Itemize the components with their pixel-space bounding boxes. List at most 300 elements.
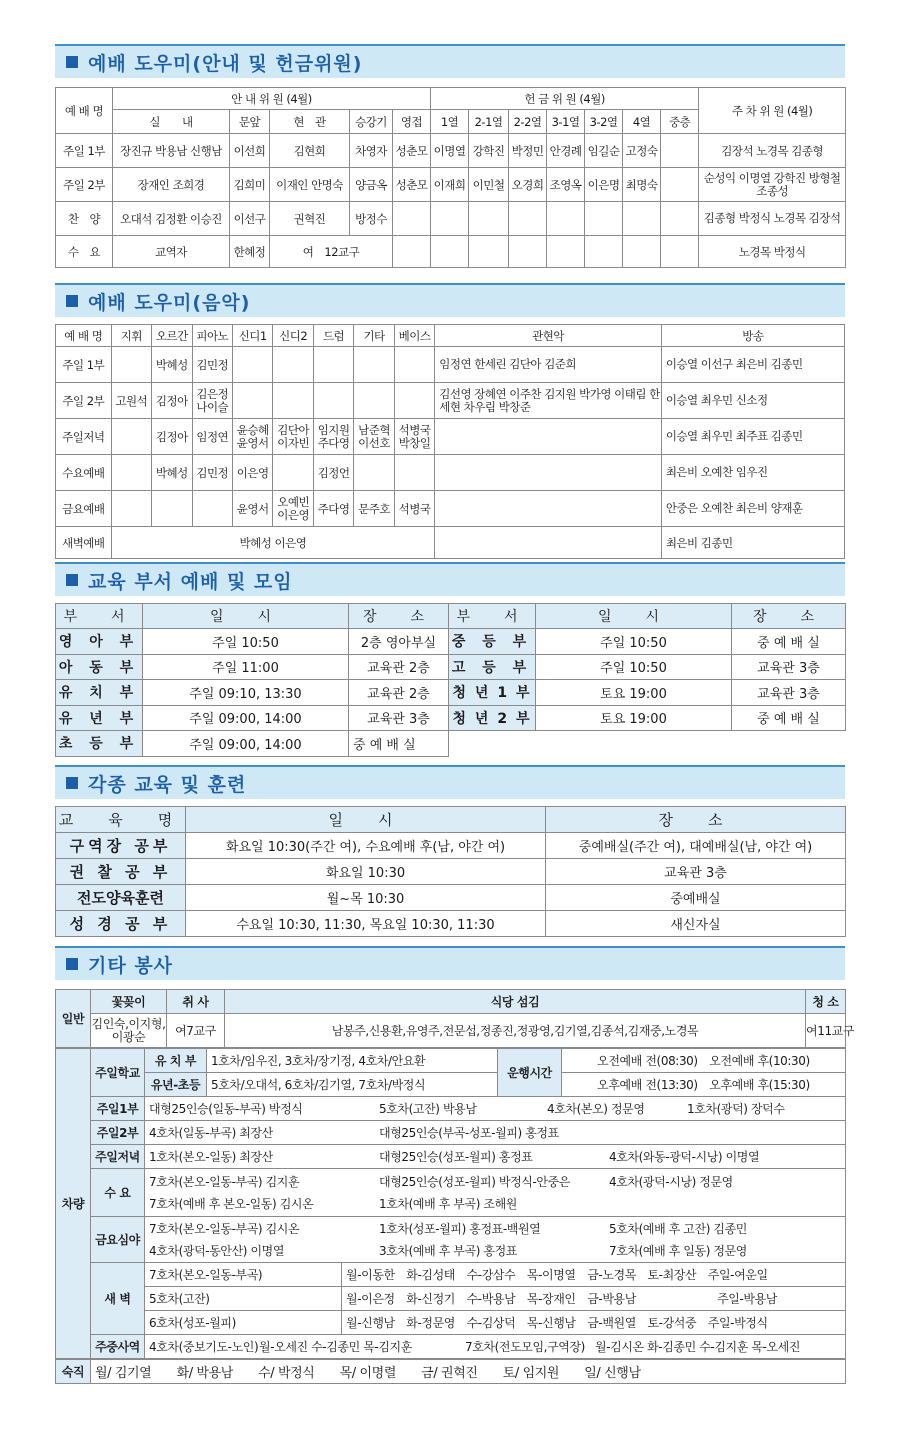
table-header-row — [56, 990, 846, 1014]
table-cell: 주일 09:10, 13:30 — [143, 680, 349, 706]
empty-cell — [449, 731, 536, 757]
table-cell: 임정연 한세린 김단아 김준희 — [435, 347, 662, 383]
table-cell: 새신자실 — [546, 911, 846, 937]
dept-label: 유 치 부 — [56, 680, 143, 706]
header-cell: 현 관 — [270, 110, 350, 134]
table-row — [56, 1014, 846, 1048]
dept-label: 아 동 부 — [56, 654, 143, 680]
table-cell: 중 예 배 실 — [732, 629, 846, 655]
table-cell: 이명열 — [431, 134, 469, 168]
header-cell: 헌 금 위 원 (4월) — [431, 88, 699, 110]
table-cell: 문주호 — [354, 491, 394, 527]
table-cell: 5호차(고잔) — [145, 1287, 342, 1311]
table-cell — [273, 347, 313, 383]
table-cell: 고원석 — [111, 383, 151, 419]
vehicle-entry: 4호차(일동-부곡) 최장산 — [149, 1126, 273, 1140]
table-cell: 순성익 이명열 강학진 방형철 조종성 — [699, 168, 846, 202]
table-cell — [111, 455, 151, 491]
header-cell: 안 내 위 원 (4월) — [113, 88, 431, 110]
table-cell: 남봉주,신용환,유영주,전문섭,정종진,정광영,김기열,김종석,김재중,노경목 — [225, 1014, 806, 1048]
table-cell — [431, 236, 469, 268]
row-label: 수 요 — [91, 1169, 145, 1217]
header-cell: 2-2열 — [509, 110, 547, 134]
table-cell: 교육관 3층 — [546, 859, 846, 885]
table-cell: 이선구 — [230, 202, 270, 236]
table-row — [56, 731, 846, 757]
education-dept-table — [55, 603, 846, 757]
table-cell: 월-신행남 화-정문영 수-김상덕 목-신행남 금-백원열 토-강석중 주일-박정식 — [342, 1311, 846, 1335]
table-cell — [547, 202, 585, 236]
table-cell — [354, 455, 394, 491]
header-cell: 장 소 — [546, 807, 846, 833]
row-label: 주일 1부 — [56, 134, 113, 168]
header-cell: 청 소 — [806, 990, 846, 1014]
table-cell: 6호차(성포-월피) — [145, 1311, 342, 1335]
table-cell — [435, 419, 662, 455]
table-cell: 박혜성 — [152, 455, 192, 491]
table-cell: 교육관 3층 — [732, 680, 846, 706]
table-cell: 1호차/임우진, 3호차/장기정, 4호차/안요환 — [207, 1049, 498, 1073]
row-label: 새벽예배 — [56, 527, 112, 559]
table-cell: 2층 영아부실 — [349, 629, 449, 655]
table-row — [56, 236, 846, 268]
vehicle-entry: 5호차(고잔) 박용남 — [379, 1102, 477, 1116]
vehicle-entry: 4호차(본오) 정문영 — [547, 1102, 645, 1116]
table-row — [56, 202, 846, 236]
table-cell: 안중은 오예찬 최은비 양재훈 — [661, 491, 844, 527]
table-cell — [431, 202, 469, 236]
section-title: 각종 교육 및 훈련 — [88, 773, 247, 796]
table-cell — [192, 491, 232, 527]
vehicle-entry: 7호차(전도모임,구역장) — [465, 1340, 585, 1354]
header-cell: 지휘 — [111, 325, 151, 347]
table-cell: 중예배실(주간 여), 대예배실(남, 야간 여) — [546, 833, 846, 859]
table-cell — [313, 383, 353, 419]
table-cell: 주일 11:00 — [143, 654, 349, 680]
row-label: 금요심야 — [91, 1217, 145, 1263]
table-cell: 주일 10:50 — [143, 629, 349, 655]
header-cell: 신디2 — [273, 325, 313, 347]
table-cell: 이승열 최우민 신소정 — [661, 383, 844, 419]
header-cell: 피아노 — [192, 325, 232, 347]
empty-cell — [536, 731, 732, 757]
section-title: 교육 부서 예배 및 모임 — [88, 570, 293, 593]
table-row — [56, 168, 846, 202]
table-cell — [469, 202, 509, 236]
table-cell — [623, 202, 661, 236]
table-cell: 양금옥 — [350, 168, 393, 202]
header-cell: 부 서 — [56, 604, 143, 629]
table-row — [56, 419, 845, 455]
table-cell: 이승열 최우민 최주표 김종민 — [661, 419, 844, 455]
table-cell: 장재인 조희경 — [113, 168, 230, 202]
table-cell: 오경희 — [509, 168, 547, 202]
table-cell: 7호차(본오-일동-부곡) — [145, 1263, 342, 1287]
table-cell: 임정연 — [192, 419, 232, 455]
table-cell: 박혜성 — [152, 347, 192, 383]
header-cell: 취 사 — [167, 990, 225, 1014]
row-label: 숙직 — [56, 1360, 91, 1384]
table-cell: 강학진 — [469, 134, 509, 168]
table-cell: 이은명 — [585, 168, 623, 202]
section-title: 예배 도우미(안내 및 헌금위원) — [88, 52, 363, 75]
table-cell: 성춘모 — [393, 168, 431, 202]
table-cell: 5호차/오대석, 6호차/김기열, 7호차/박정식 — [207, 1073, 498, 1097]
table-cell: 오예빈 이은영 — [273, 491, 313, 527]
table-cell: 최은비 김종민 — [661, 527, 844, 559]
table-row — [56, 527, 845, 559]
general-service-table — [55, 989, 855, 1048]
table-row — [56, 1169, 846, 1217]
table-cell — [152, 491, 192, 527]
table-cell: 월-이은정 화-신정기 수-박용남 목-장재인 금-박용남 주일-박용남 — [342, 1287, 846, 1311]
square-bullet-icon — [66, 295, 78, 307]
table-cell — [509, 236, 547, 268]
header-cell: 관현악 — [435, 325, 662, 347]
table-cell — [354, 347, 394, 383]
table-cell — [435, 527, 662, 559]
table-cell: 차영자 — [350, 134, 393, 168]
table-cell: 이재희 — [431, 168, 469, 202]
row-label: 찬 양 — [56, 202, 113, 236]
vehicle-entry: 7호차(예배 후 본오-일동) 김시온 — [149, 1196, 314, 1211]
dept-label: 청 년 1 부 — [449, 680, 536, 706]
table-cell: 김장석 노경목 김종형 — [699, 134, 846, 168]
table-cell: 김현희 — [270, 134, 350, 168]
table-cell: 박정민 — [509, 134, 547, 168]
table-row — [56, 911, 846, 937]
table-row — [56, 1097, 846, 1121]
dept-label: 중 등 부 — [449, 629, 536, 655]
vehicle-entry: 4호차(광덕-시낭) 정문영 — [609, 1174, 733, 1189]
table-cell: 오전예배 전(08:30) 오전예배 후(10:30) — [562, 1049, 846, 1073]
table-cell: 여 12교구 — [270, 236, 393, 268]
row-label: 주일 2부 — [56, 168, 113, 202]
header-cell: 베이스 — [394, 325, 434, 347]
row-label: 주일학교 — [91, 1049, 145, 1097]
table-cell: 교육관 3층 — [349, 705, 449, 731]
table-cell: 고정숙 — [623, 134, 661, 168]
square-bullet-icon — [66, 574, 78, 586]
square-bullet-icon — [66, 777, 78, 789]
table-cell — [313, 347, 353, 383]
table-cell: 교육관 2층 — [349, 654, 449, 680]
vehicle-entry: 5호차(예배 후 고잔) 김종민 — [609, 1221, 747, 1236]
night-duty-table — [55, 1359, 846, 1384]
vehicle-label: 차량 — [56, 1049, 91, 1359]
table-cell: 윤영서 — [232, 491, 272, 527]
table-cell: 성춘모 — [393, 134, 431, 168]
header-cell: 2-1열 — [469, 110, 509, 134]
table-cell: 김정아 — [152, 419, 192, 455]
table-row — [56, 347, 845, 383]
table-cell: 박혜성 이은영 — [111, 527, 435, 559]
section-header — [55, 946, 845, 980]
training-table — [55, 806, 846, 937]
table-cell — [623, 236, 661, 268]
table-cell: 이민철 — [469, 168, 509, 202]
header-cell: 영접 — [393, 110, 431, 134]
header-cell: 예 배 명 — [56, 325, 112, 347]
table-cell: 윤승혜 윤영서 — [232, 419, 272, 455]
row-label: 금요예배 — [56, 491, 112, 527]
header-cell: 일 시 — [143, 604, 349, 629]
row-label: 주일저녁 — [56, 419, 112, 455]
dept-label: 청 년 2 부 — [449, 705, 536, 731]
vehicle-entry: 1호차(성포-월피) 홍정표-백원열 — [379, 1221, 541, 1236]
table-cell: 석병국 박창일 — [394, 419, 434, 455]
header-cell: 실 내 — [113, 110, 230, 134]
table-cell — [145, 1169, 846, 1217]
table-cell: 한혜정 — [230, 236, 270, 268]
table-cell: 교육관 3층 — [732, 654, 846, 680]
table-row — [56, 1121, 846, 1145]
table-cell: 안경례 — [547, 134, 585, 168]
table-row — [56, 1073, 846, 1097]
table-row — [56, 833, 846, 859]
table-cell: 김단아 이자빈 — [273, 419, 313, 455]
table-cell: 김정언 — [313, 455, 353, 491]
table-row — [56, 885, 846, 911]
vehicle-entry: 1호차(본오-일동) 최장산 — [149, 1150, 273, 1164]
row-label: 수 요 — [56, 236, 113, 268]
table-cell: 이재인 안명숙 — [270, 168, 350, 202]
table-cell: 중예배실 — [546, 885, 846, 911]
vehicle-entry: 월-오세진 수-김종민 목-김지훈 — [259, 1340, 412, 1354]
section-music — [55, 283, 845, 559]
table-cell — [145, 1145, 846, 1169]
table-cell: 여11교구 — [806, 1014, 846, 1048]
section-education-dept — [55, 562, 845, 757]
table-cell: 중 예 배 실 — [732, 705, 846, 731]
table-cell — [145, 1121, 846, 1145]
vehicle-entry: 1호차(예배 후 부곡) 조해원 — [379, 1196, 517, 1211]
table-cell — [145, 1335, 846, 1359]
table-cell: 화요일 10:30(주간 여), 수요예배 후(남, 야간 여) — [186, 833, 546, 859]
table-cell: 최은비 오예찬 임우진 — [661, 455, 844, 491]
table-cell: 김민정 — [192, 347, 232, 383]
table-cell — [232, 347, 272, 383]
vehicle-entry: 월-김시온 화-김종민 수-김지훈 목-오세진 — [595, 1340, 801, 1354]
row-label: 주일1부 — [91, 1097, 145, 1121]
empty-cell — [732, 731, 846, 757]
row-label: 주일2부 — [91, 1121, 145, 1145]
table-cell: 김선영 장혜연 이주찬 김지원 박가영 이태림 한세현 차우림 박창준 — [435, 383, 662, 419]
row-label: 유 치 부 — [145, 1049, 207, 1073]
table-cell — [111, 347, 151, 383]
table-cell: 주일 09:00, 14:00 — [143, 731, 349, 757]
vehicle-entry: 4호차(와동-광덕-시낭) 이명열 — [609, 1150, 760, 1164]
table-cell — [394, 347, 434, 383]
section-other-service — [55, 946, 855, 1384]
table-row — [56, 680, 846, 706]
header-cell: 문앞 — [230, 110, 270, 134]
table-row — [56, 1287, 846, 1311]
training-label: 성 경 공 부 — [56, 911, 186, 937]
table-cell — [273, 455, 313, 491]
vehicle-entry: 1호차(광덕) 장덕수 — [687, 1102, 785, 1116]
vehicle-entry: 4호차(광덕-동안산) 이명열 — [149, 1243, 285, 1258]
table-cell: 이은영 — [232, 455, 272, 491]
row-label: 주일 1부 — [56, 347, 112, 383]
table-row — [56, 705, 846, 731]
table-row — [56, 654, 846, 680]
music-table — [55, 324, 845, 559]
table-header-row — [56, 325, 845, 347]
vehicle-entry: 대형25인승(성포-월피) 박정식-안중은 — [379, 1174, 570, 1189]
row-label: 수요예배 — [56, 455, 112, 491]
table-cell — [232, 383, 272, 419]
table-cell: 월/ 김기열 화/ 박용남 수/ 박정식 목/ 이명렬 금/ 권혁진 토/ 임지원 일/ 신행남 — [91, 1360, 846, 1384]
section-header — [55, 283, 845, 317]
table-cell: 김은정 나이슬 — [192, 383, 232, 419]
table-row — [56, 1311, 846, 1335]
section-training — [55, 765, 845, 937]
header-cell: 4열 — [623, 110, 661, 134]
table-cell — [145, 1097, 846, 1121]
table-cell — [509, 202, 547, 236]
table-row — [56, 134, 846, 168]
table-cell — [393, 236, 431, 268]
table-cell: 석병국 — [394, 491, 434, 527]
table-cell: 조영옥 — [547, 168, 585, 202]
section-header — [55, 44, 845, 78]
table-row — [56, 455, 845, 491]
table-row — [56, 1145, 846, 1169]
header-cell: 꽃꽂이 — [91, 990, 167, 1014]
table-cell: 김종형 박정식 노경목 김장석 — [699, 202, 846, 236]
table-cell — [585, 236, 623, 268]
table-cell: 최명숙 — [623, 168, 661, 202]
header-cell: 신디1 — [232, 325, 272, 347]
header-cell: 1열 — [431, 110, 469, 134]
table-cell: 여7교구 — [167, 1014, 225, 1048]
vehicle-entry: 7호차(예배 후 일동) 정문영 — [609, 1243, 747, 1258]
section-header — [55, 562, 845, 596]
table-cell — [661, 236, 699, 268]
row-label: 주일 2부 — [56, 383, 112, 419]
table-cell: 주일 09:00, 14:00 — [143, 705, 349, 731]
table-row — [56, 629, 846, 655]
table-cell: 주일 10:50 — [536, 629, 732, 655]
vehicle-entry: 7호차(본오-일동-부곡) 김지훈 — [149, 1174, 300, 1189]
table-cell — [661, 168, 699, 202]
vehicle-entry: 대형25인승(일동-부곡) 박정식 — [149, 1102, 303, 1116]
table-cell: 교육관 2층 — [349, 680, 449, 706]
table-cell: 오후예배 전(13:30) 오후예배 후(15:30) — [562, 1073, 846, 1097]
table-cell — [435, 491, 662, 527]
header-cell: 승강기 — [350, 110, 393, 134]
table-cell — [661, 134, 699, 168]
header-cell: 예 배 명 — [56, 88, 113, 134]
header-cell: 교 육 명 — [56, 807, 186, 833]
table-cell — [661, 202, 699, 236]
table-cell: 교역자 — [113, 236, 230, 268]
square-bullet-icon — [66, 958, 78, 970]
training-label: 전도양육훈련 — [56, 885, 186, 911]
vehicle-entry: 대형25인승(부곡-성포-월피) 홍정표 — [379, 1126, 559, 1140]
dept-label: 유 년 부 — [56, 705, 143, 731]
table-cell: 오대석 김정환 이승진 — [113, 202, 230, 236]
table-cell — [145, 1217, 846, 1263]
table-cell: 김민정 — [192, 455, 232, 491]
table-cell — [393, 202, 431, 236]
table-cell — [111, 419, 151, 455]
section-header — [55, 765, 845, 799]
header-cell: 주 차 위 원 (4월) — [699, 88, 846, 134]
header-cell: 일 시 — [186, 807, 546, 833]
table-cell: 장진규 박용남 신행남 — [113, 134, 230, 168]
header-cell: 3-1열 — [547, 110, 585, 134]
table-cell — [394, 455, 434, 491]
ushers-table — [55, 87, 846, 268]
table-cell: 이승열 이선구 최은비 김종민 — [661, 347, 844, 383]
table-cell — [585, 202, 623, 236]
section-title: 기타 봉사 — [88, 954, 174, 977]
row-label: 주중사역 — [91, 1335, 145, 1359]
table-cell: 주일 10:50 — [536, 654, 732, 680]
table-header-row — [56, 604, 846, 629]
header-cell: 장 소 — [349, 604, 449, 629]
table-cell — [354, 383, 394, 419]
table-cell — [547, 236, 585, 268]
dept-label: 고 등 부 — [449, 654, 536, 680]
table-cell: 남준혁 이선호 — [354, 419, 394, 455]
table-row — [56, 1360, 846, 1384]
header-cell: 3-2열 — [585, 110, 623, 134]
header-cell: 부 서 — [449, 604, 536, 629]
table-cell: 화요일 10:30 — [186, 859, 546, 885]
dept-label: 초 등 부 — [56, 731, 143, 757]
table-row — [56, 859, 846, 885]
section-ushers — [55, 44, 845, 268]
vehicle-entry: 7호차(본오-일동-부곡) 김시온 — [149, 1221, 300, 1236]
table-cell: 임길순 — [585, 134, 623, 168]
table-row — [56, 1049, 846, 1073]
header-cell: 장 소 — [732, 604, 846, 629]
table-cell: 토요 19:00 — [536, 680, 732, 706]
header-cell: 드럼 — [313, 325, 353, 347]
table-cell — [111, 491, 151, 527]
row-label: 새 벽 — [91, 1263, 145, 1335]
table-row — [56, 1263, 846, 1287]
header-cell: 오르간 — [152, 325, 192, 347]
table-cell — [469, 236, 509, 268]
table-cell: 임지원 주다영 — [313, 419, 353, 455]
table-cell — [273, 383, 313, 419]
row-label: 운행시간 — [498, 1049, 562, 1097]
header-cell: 방송 — [661, 325, 844, 347]
table-cell — [435, 455, 662, 491]
table-cell: 김정아 — [152, 383, 192, 419]
table-header-row — [56, 807, 846, 833]
header-cell: 중층 — [661, 110, 699, 134]
dept-label: 영 아 부 — [56, 629, 143, 655]
table-cell: 김인숙,이지형, 이광순 — [91, 1014, 167, 1048]
table-cell: 김희미 — [230, 168, 270, 202]
table-cell: 토요 19:00 — [536, 705, 732, 731]
table-cell: 주다영 — [313, 491, 353, 527]
vehicle-entry: 3호차(예배 후 부곡) 홍정표 — [379, 1243, 517, 1258]
vehicle-entry: 대형25인승(성포-월피) 홍정표 — [379, 1150, 533, 1164]
row-label: 유년-초등 — [145, 1073, 207, 1097]
training-label: 권 찰 공 부 — [56, 859, 186, 885]
general-label: 일반 — [56, 990, 91, 1048]
square-bullet-icon — [66, 56, 78, 68]
header-cell: 식당 섬김 — [225, 990, 806, 1014]
table-row — [56, 491, 845, 527]
table-row — [56, 383, 845, 419]
